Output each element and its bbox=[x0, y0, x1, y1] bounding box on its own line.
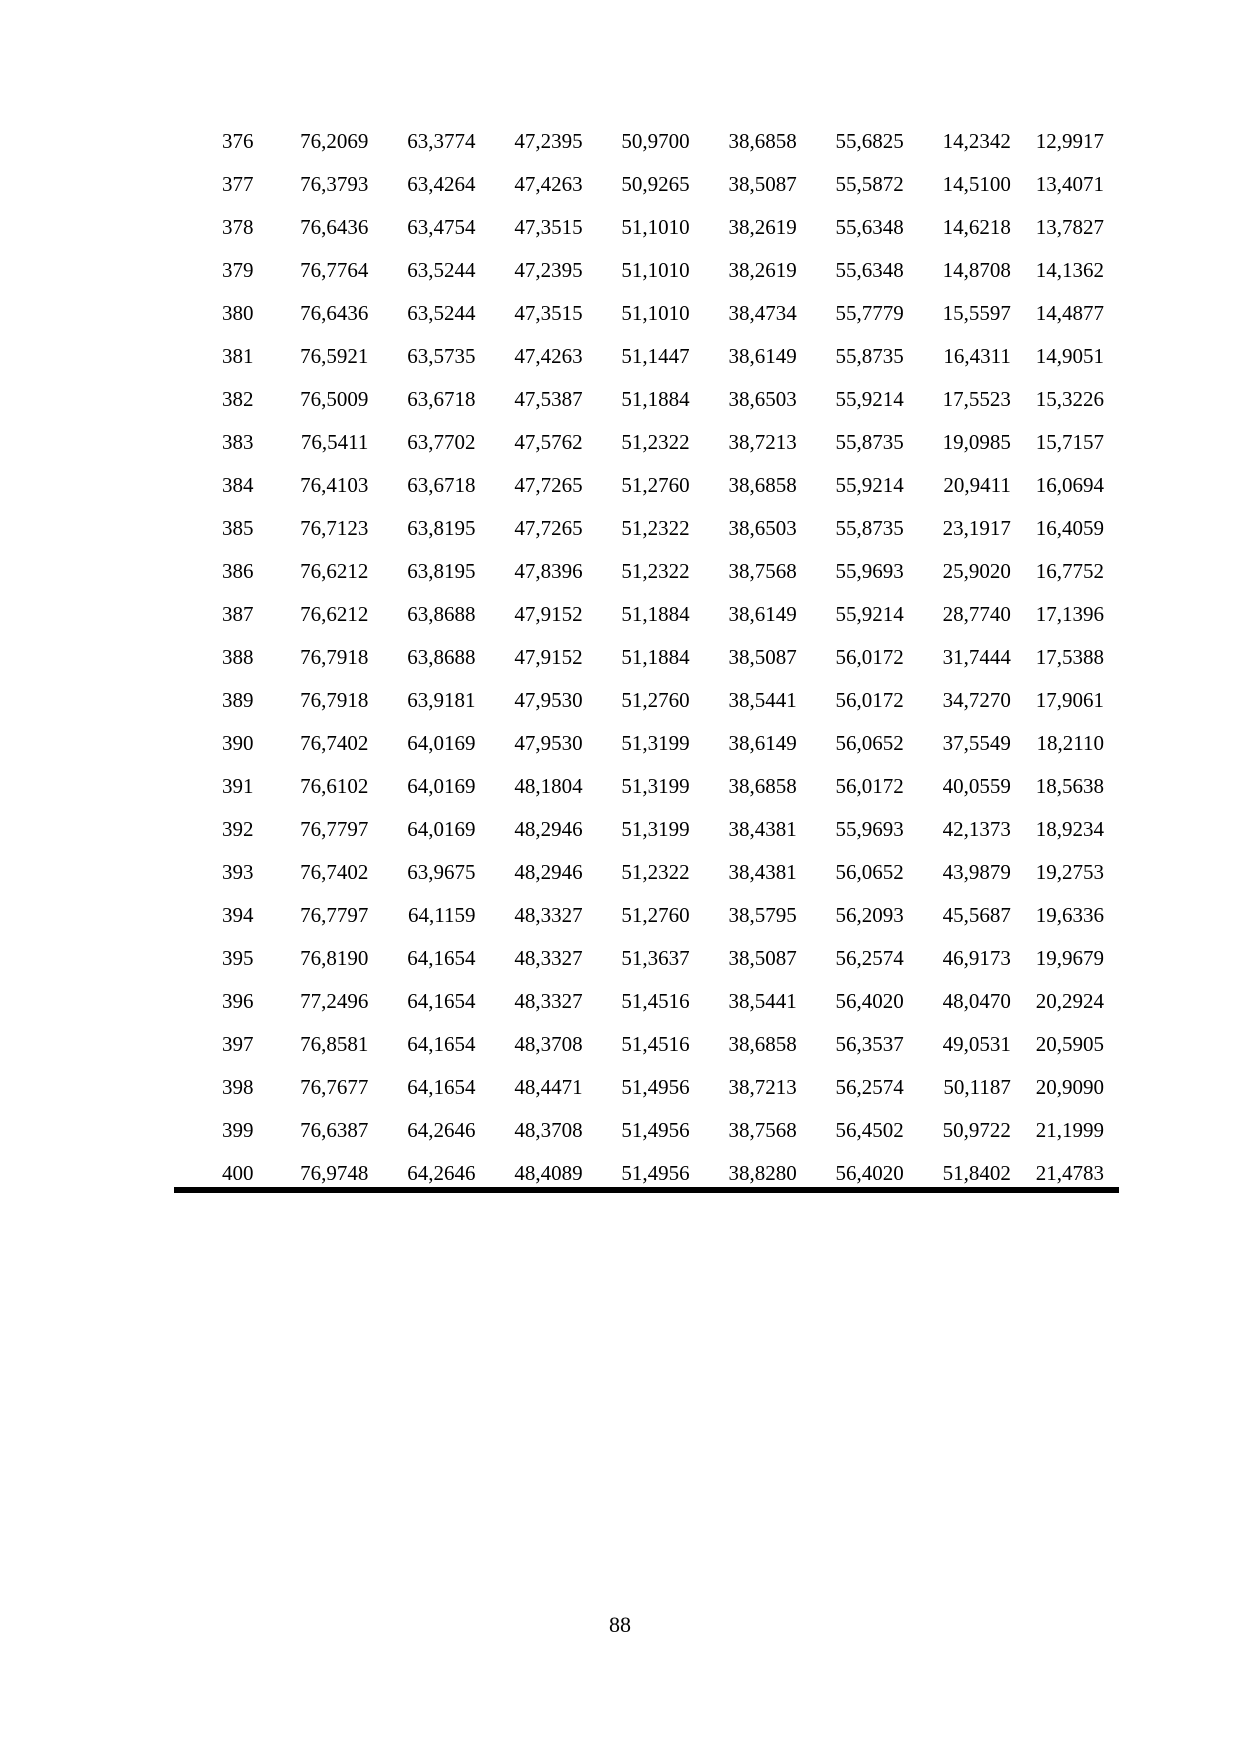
value-cell: 38,6149 bbox=[728, 731, 797, 755]
value-cell: 46,9173 bbox=[942, 946, 1011, 970]
value-cell: 64,2646 bbox=[407, 1118, 476, 1142]
value-cell: 47,5387 bbox=[514, 387, 583, 411]
value-cell: 55,8735 bbox=[835, 430, 904, 454]
value-cell: 76,7764 bbox=[300, 258, 369, 282]
row-index-cell: 381 bbox=[222, 344, 254, 368]
value-cell: 19,2753 bbox=[1035, 860, 1104, 884]
value-cell: 16,0694 bbox=[1035, 473, 1104, 497]
value-cell: 56,4020 bbox=[835, 1161, 904, 1185]
value-cell: 77,2496 bbox=[300, 989, 369, 1013]
value-cell: 55,9693 bbox=[835, 559, 904, 583]
value-cell: 17,9061 bbox=[1035, 688, 1104, 712]
value-cell: 76,6436 bbox=[300, 301, 369, 325]
value-cell: 64,2646 bbox=[407, 1161, 476, 1185]
value-cell: 51,2760 bbox=[621, 903, 690, 927]
value-cell: 18,9234 bbox=[1035, 817, 1104, 841]
value-cell: 38,6149 bbox=[728, 344, 797, 368]
value-cell: 47,7265 bbox=[514, 516, 583, 540]
value-cell: 63,5244 bbox=[407, 258, 476, 282]
value-cell: 51,1447 bbox=[621, 344, 690, 368]
value-cell: 76,7402 bbox=[300, 860, 369, 884]
value-cell: 51,2322 bbox=[621, 516, 690, 540]
data-table bbox=[174, 120, 1118, 1195]
table-row bbox=[174, 765, 1118, 808]
value-cell: 51,4516 bbox=[621, 989, 690, 1013]
value-cell: 76,3793 bbox=[300, 172, 369, 196]
value-cell: 76,5009 bbox=[300, 387, 369, 411]
value-cell: 38,6858 bbox=[728, 129, 797, 153]
value-cell: 38,7568 bbox=[728, 1118, 797, 1142]
value-cell: 76,4103 bbox=[300, 473, 369, 497]
value-cell: 51,1010 bbox=[621, 215, 690, 239]
value-cell: 76,6387 bbox=[300, 1118, 369, 1142]
value-cell: 55,6825 bbox=[835, 129, 904, 153]
value-cell: 38,2619 bbox=[728, 215, 797, 239]
table-row bbox=[174, 851, 1118, 894]
value-cell: 76,5921 bbox=[300, 344, 369, 368]
row-index-cell: 392 bbox=[222, 817, 254, 841]
value-cell: 64,1654 bbox=[407, 989, 476, 1013]
value-cell: 15,3226 bbox=[1035, 387, 1104, 411]
row-index-cell: 382 bbox=[222, 387, 254, 411]
value-cell: 47,2395 bbox=[514, 129, 583, 153]
value-cell: 28,7740 bbox=[942, 602, 1011, 626]
value-cell: 47,9152 bbox=[514, 602, 583, 626]
value-cell: 56,0172 bbox=[835, 688, 904, 712]
value-cell: 38,7213 bbox=[728, 1075, 797, 1099]
value-cell: 56,0652 bbox=[835, 731, 904, 755]
table-row bbox=[174, 335, 1118, 378]
row-index-cell: 398 bbox=[222, 1075, 254, 1099]
value-cell: 13,7827 bbox=[1035, 215, 1104, 239]
value-cell: 47,4263 bbox=[514, 172, 583, 196]
value-cell: 47,2395 bbox=[514, 258, 583, 282]
value-cell: 56,2574 bbox=[835, 1075, 904, 1099]
value-cell: 20,5905 bbox=[1035, 1032, 1104, 1056]
value-cell: 55,8735 bbox=[835, 516, 904, 540]
value-cell: 38,6503 bbox=[728, 387, 797, 411]
value-cell: 63,8195 bbox=[407, 559, 476, 583]
value-cell: 76,5411 bbox=[300, 430, 369, 454]
row-index-cell: 385 bbox=[222, 516, 254, 540]
value-cell: 56,0172 bbox=[835, 645, 904, 669]
value-cell: 51,3199 bbox=[621, 774, 690, 798]
value-cell: 12,9917 bbox=[1035, 129, 1104, 153]
table-row bbox=[174, 421, 1118, 464]
value-cell: 56,0172 bbox=[835, 774, 904, 798]
value-cell: 64,1654 bbox=[407, 1075, 476, 1099]
value-cell: 76,7123 bbox=[300, 516, 369, 540]
value-cell: 47,7265 bbox=[514, 473, 583, 497]
value-cell: 51,1010 bbox=[621, 258, 690, 282]
row-index-cell: 396 bbox=[222, 989, 254, 1013]
table-row bbox=[174, 636, 1118, 679]
value-cell: 55,9214 bbox=[835, 387, 904, 411]
value-cell: 63,9181 bbox=[407, 688, 476, 712]
value-cell: 55,7779 bbox=[835, 301, 904, 325]
table-row bbox=[174, 206, 1118, 249]
value-cell: 55,8735 bbox=[835, 344, 904, 368]
value-cell: 19,0985 bbox=[942, 430, 1011, 454]
table-row bbox=[174, 292, 1118, 335]
value-cell: 76,7918 bbox=[300, 688, 369, 712]
value-cell: 20,9411 bbox=[943, 473, 1011, 497]
value-cell: 76,7797 bbox=[300, 817, 369, 841]
table-row bbox=[174, 1109, 1118, 1152]
value-cell: 45,5687 bbox=[942, 903, 1011, 927]
table-row bbox=[174, 378, 1118, 421]
value-cell: 56,2093 bbox=[835, 903, 904, 927]
row-index-cell: 390 bbox=[222, 731, 254, 755]
value-cell: 64,0169 bbox=[407, 774, 476, 798]
value-cell: 63,8688 bbox=[407, 645, 476, 669]
value-cell: 51,1884 bbox=[621, 602, 690, 626]
value-cell: 14,4877 bbox=[1035, 301, 1104, 325]
row-index-cell: 377 bbox=[222, 172, 254, 196]
table-row bbox=[174, 464, 1118, 507]
value-cell: 48,3708 bbox=[514, 1118, 583, 1142]
value-cell: 55,9214 bbox=[835, 473, 904, 497]
value-cell: 48,3327 bbox=[514, 903, 583, 927]
value-cell: 47,3515 bbox=[514, 301, 583, 325]
value-cell: 38,6149 bbox=[728, 602, 797, 626]
table-row bbox=[174, 163, 1118, 206]
value-cell: 63,5735 bbox=[407, 344, 476, 368]
row-index-cell: 379 bbox=[222, 258, 254, 282]
value-cell: 63,7702 bbox=[407, 430, 476, 454]
value-cell: 38,7213 bbox=[728, 430, 797, 454]
value-cell: 48,0470 bbox=[942, 989, 1011, 1013]
value-cell: 63,5244 bbox=[407, 301, 476, 325]
value-cell: 48,4089 bbox=[514, 1161, 583, 1185]
value-cell: 48,3708 bbox=[514, 1032, 583, 1056]
value-cell: 23,1917 bbox=[942, 516, 1011, 540]
value-cell: 38,5795 bbox=[728, 903, 797, 927]
row-index-cell: 394 bbox=[222, 903, 254, 927]
value-cell: 50,9722 bbox=[942, 1118, 1011, 1142]
value-cell: 18,2110 bbox=[1036, 731, 1104, 755]
row-index-cell: 397 bbox=[222, 1032, 254, 1056]
value-cell: 14,9051 bbox=[1035, 344, 1104, 368]
value-cell: 64,1654 bbox=[407, 1032, 476, 1056]
table-row bbox=[174, 894, 1118, 937]
value-cell: 56,0652 bbox=[835, 860, 904, 884]
row-index-cell: 400 bbox=[222, 1161, 254, 1185]
table-body bbox=[174, 120, 1118, 1195]
value-cell: 76,6212 bbox=[300, 559, 369, 583]
table-row bbox=[174, 249, 1118, 292]
value-cell: 47,4263 bbox=[514, 344, 583, 368]
value-cell: 47,3515 bbox=[514, 215, 583, 239]
value-cell: 13,4071 bbox=[1035, 172, 1104, 196]
value-cell: 15,7157 bbox=[1035, 430, 1104, 454]
value-cell: 50,9700 bbox=[621, 129, 690, 153]
value-cell: 14,5100 bbox=[942, 172, 1011, 196]
value-cell: 38,6858 bbox=[728, 473, 797, 497]
value-cell: 63,8195 bbox=[407, 516, 476, 540]
value-cell: 47,5762 bbox=[514, 430, 583, 454]
row-index-cell: 393 bbox=[222, 860, 254, 884]
value-cell: 14,1362 bbox=[1035, 258, 1104, 282]
row-index-cell: 388 bbox=[222, 645, 254, 669]
value-cell: 19,9679 bbox=[1035, 946, 1104, 970]
row-index-cell: 391 bbox=[222, 774, 254, 798]
row-index-cell: 376 bbox=[222, 129, 254, 153]
value-cell: 38,5441 bbox=[728, 989, 797, 1013]
value-cell: 51,4956 bbox=[621, 1075, 690, 1099]
value-cell: 51,3199 bbox=[621, 817, 690, 841]
row-index-cell: 378 bbox=[222, 215, 254, 239]
value-cell: 51,1010 bbox=[621, 301, 690, 325]
value-cell: 55,6348 bbox=[835, 215, 904, 239]
value-cell: 64,0169 bbox=[407, 731, 476, 755]
value-cell: 38,7568 bbox=[728, 559, 797, 583]
value-cell: 50,9265 bbox=[621, 172, 690, 196]
value-cell: 55,9214 bbox=[835, 602, 904, 626]
value-cell: 47,9530 bbox=[514, 731, 583, 755]
value-cell: 56,2574 bbox=[835, 946, 904, 970]
value-cell: 38,2619 bbox=[728, 258, 797, 282]
value-cell: 38,6858 bbox=[728, 1032, 797, 1056]
value-cell: 47,9530 bbox=[514, 688, 583, 712]
table-row bbox=[174, 507, 1118, 550]
value-cell: 76,7677 bbox=[300, 1075, 369, 1099]
value-cell: 47,9152 bbox=[514, 645, 583, 669]
value-cell: 17,1396 bbox=[1035, 602, 1104, 626]
value-cell: 55,5872 bbox=[835, 172, 904, 196]
value-cell: 76,8581 bbox=[300, 1032, 369, 1056]
value-cell: 14,6218 bbox=[942, 215, 1011, 239]
value-cell: 51,2760 bbox=[621, 688, 690, 712]
value-cell: 47,8396 bbox=[514, 559, 583, 583]
row-index-cell: 383 bbox=[222, 430, 254, 454]
value-cell: 19,6336 bbox=[1035, 903, 1104, 927]
value-cell: 51,4956 bbox=[621, 1118, 690, 1142]
value-cell: 51,2760 bbox=[621, 473, 690, 497]
value-cell: 20,9090 bbox=[1035, 1075, 1104, 1099]
value-cell: 43,9879 bbox=[942, 860, 1011, 884]
table-row bbox=[174, 550, 1118, 593]
value-cell: 76,7797 bbox=[300, 903, 369, 927]
table-row bbox=[174, 980, 1118, 1023]
value-cell: 14,8708 bbox=[942, 258, 1011, 282]
table-row bbox=[174, 722, 1118, 765]
value-cell: 14,2342 bbox=[942, 129, 1011, 153]
value-cell: 63,8688 bbox=[407, 602, 476, 626]
value-cell: 38,4734 bbox=[728, 301, 797, 325]
value-cell: 51,2322 bbox=[621, 860, 690, 884]
value-cell: 63,4264 bbox=[407, 172, 476, 196]
value-cell: 76,7918 bbox=[300, 645, 369, 669]
value-cell: 51,1884 bbox=[621, 645, 690, 669]
value-cell: 15,5597 bbox=[942, 301, 1011, 325]
value-cell: 64,0169 bbox=[407, 817, 476, 841]
value-cell: 17,5523 bbox=[942, 387, 1011, 411]
value-cell: 51,4956 bbox=[621, 1161, 690, 1185]
row-index-cell: 395 bbox=[222, 946, 254, 970]
value-cell: 37,5549 bbox=[942, 731, 1011, 755]
value-cell: 38,5087 bbox=[728, 645, 797, 669]
row-index-cell: 399 bbox=[222, 1118, 254, 1142]
value-cell: 16,4311 bbox=[943, 344, 1011, 368]
value-cell: 64,1654 bbox=[407, 946, 476, 970]
value-cell: 38,4381 bbox=[728, 817, 797, 841]
value-cell: 63,6718 bbox=[407, 387, 476, 411]
value-cell: 38,6858 bbox=[728, 774, 797, 798]
value-cell: 51,2322 bbox=[621, 559, 690, 583]
value-cell: 56,3537 bbox=[835, 1032, 904, 1056]
value-cell: 63,9675 bbox=[407, 860, 476, 884]
value-cell: 42,1373 bbox=[942, 817, 1011, 841]
value-cell: 38,6503 bbox=[728, 516, 797, 540]
table-bottom-rule bbox=[174, 1187, 1119, 1193]
value-cell: 63,3774 bbox=[407, 129, 476, 153]
value-cell: 76,6102 bbox=[300, 774, 369, 798]
value-cell: 51,8402 bbox=[942, 1161, 1011, 1185]
value-cell: 51,1884 bbox=[621, 387, 690, 411]
value-cell: 51,3199 bbox=[621, 731, 690, 755]
value-cell: 38,5441 bbox=[728, 688, 797, 712]
table-row bbox=[174, 808, 1118, 851]
page-number: 88 bbox=[609, 1612, 631, 1637]
value-cell: 63,4754 bbox=[407, 215, 476, 239]
value-cell: 76,7402 bbox=[300, 731, 369, 755]
value-cell: 76,6436 bbox=[300, 215, 369, 239]
table-row bbox=[174, 1066, 1118, 1109]
value-cell: 48,4471 bbox=[514, 1075, 583, 1099]
value-cell: 18,5638 bbox=[1035, 774, 1104, 798]
value-cell: 50,1187 bbox=[943, 1075, 1011, 1099]
value-cell: 48,1804 bbox=[514, 774, 583, 798]
row-index-cell: 386 bbox=[222, 559, 254, 583]
table-row bbox=[174, 679, 1118, 722]
value-cell: 16,7752 bbox=[1035, 559, 1104, 583]
row-index-cell: 384 bbox=[222, 473, 254, 497]
value-cell: 55,9693 bbox=[835, 817, 904, 841]
value-cell: 55,6348 bbox=[835, 258, 904, 282]
value-cell: 64,1159 bbox=[408, 903, 476, 927]
value-cell: 38,5087 bbox=[728, 946, 797, 970]
value-cell: 63,6718 bbox=[407, 473, 476, 497]
table-row bbox=[174, 120, 1118, 163]
value-cell: 20,2924 bbox=[1035, 989, 1104, 1013]
value-cell: 38,4381 bbox=[728, 860, 797, 884]
value-cell: 48,3327 bbox=[514, 946, 583, 970]
value-cell: 76,2069 bbox=[300, 129, 369, 153]
value-cell: 34,7270 bbox=[942, 688, 1011, 712]
value-cell: 21,1999 bbox=[1035, 1118, 1104, 1142]
table-row bbox=[174, 593, 1118, 636]
value-cell: 40,0559 bbox=[942, 774, 1011, 798]
value-cell: 51,4516 bbox=[621, 1032, 690, 1056]
value-cell: 51,2322 bbox=[621, 430, 690, 454]
row-index-cell: 380 bbox=[222, 301, 254, 325]
row-index-cell: 387 bbox=[222, 602, 254, 626]
value-cell: 21,4783 bbox=[1035, 1161, 1104, 1185]
value-cell: 31,7444 bbox=[942, 645, 1011, 669]
value-cell: 38,5087 bbox=[728, 172, 797, 196]
value-cell: 49,0531 bbox=[942, 1032, 1011, 1056]
value-cell: 76,8190 bbox=[300, 946, 369, 970]
value-cell: 56,4502 bbox=[835, 1118, 904, 1142]
table-row bbox=[174, 1023, 1118, 1066]
value-cell: 76,6212 bbox=[300, 602, 369, 626]
value-cell: 17,5388 bbox=[1035, 645, 1104, 669]
value-cell: 16,4059 bbox=[1035, 516, 1104, 540]
table-row bbox=[174, 937, 1118, 980]
value-cell: 38,8280 bbox=[728, 1161, 797, 1185]
value-cell: 51,3637 bbox=[621, 946, 690, 970]
value-cell: 48,3327 bbox=[514, 989, 583, 1013]
row-index-cell: 389 bbox=[222, 688, 254, 712]
value-cell: 25,9020 bbox=[942, 559, 1011, 583]
value-cell: 48,2946 bbox=[514, 860, 583, 884]
value-cell: 48,2946 bbox=[514, 817, 583, 841]
value-cell: 76,9748 bbox=[300, 1161, 369, 1185]
value-cell: 56,4020 bbox=[835, 989, 904, 1013]
